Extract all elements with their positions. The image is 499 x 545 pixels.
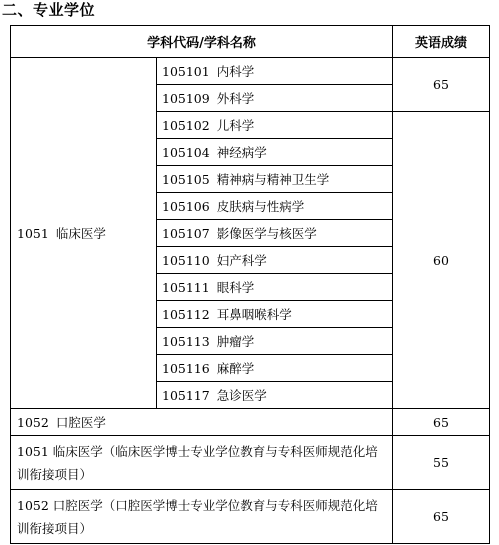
subject-cell (157, 382, 393, 409)
subject-cell (157, 355, 393, 382)
discipline-cell-stomatology (11, 409, 393, 436)
subject-code: 105116 (162, 361, 210, 376)
subject-cell (157, 85, 393, 112)
subject-cell (157, 166, 393, 193)
section-title: 二、专业学位 (2, 1, 96, 19)
subject-name: 神经病学 (216, 145, 267, 160)
subject-cell (157, 247, 393, 274)
score-cell: 65 (393, 58, 490, 112)
special-program-cell: 1051 临床医学（临床医学博士专业学位教育与专科医师规范化培训衔接项目） (11, 436, 393, 490)
subject-name: 肿瘤学 (216, 334, 255, 349)
subject-code: 105113 (162, 334, 210, 349)
discipline-code: 1051 (17, 226, 49, 241)
subject-name: 内科学 (216, 64, 255, 79)
subject-code: 105109 (162, 91, 210, 106)
header-subject: 学科代码/学科名称 (11, 26, 393, 58)
subject-name: 耳鼻咽喉科学 (216, 307, 292, 322)
discipline-name: 临床医学 (55, 226, 106, 241)
subject-cell (157, 220, 393, 247)
table-row (11, 490, 490, 544)
subject-cell (157, 274, 393, 301)
header-score: 英语成绩 (393, 26, 490, 58)
subject-code: 105110 (162, 253, 210, 268)
subject-code: 105101 (162, 64, 210, 79)
subject-name: 外科学 (216, 91, 255, 106)
score-cell: 55 (393, 436, 490, 490)
subject-name: 精神病与精神卫生学 (216, 172, 330, 187)
subject-cell (157, 301, 393, 328)
subject-code: 105104 (162, 145, 210, 160)
subject-name: 影像医学与核医学 (216, 226, 317, 241)
special-program-cell: 1052 口腔医学（口腔医学博士专业学位教育与专科医师规范化培训衔接项目） (11, 490, 393, 544)
subject-code: 105112 (162, 307, 210, 322)
subject-cell (157, 328, 393, 355)
subject-code: 105107 (162, 226, 210, 241)
subject-name: 麻醉学 (216, 361, 255, 376)
subject-code: 105105 (162, 172, 210, 187)
subject-name: 妇产科学 (216, 253, 267, 268)
discipline-cell-clinical (11, 58, 157, 409)
subject-name: 急诊医学 (216, 388, 267, 403)
subject-cell (157, 58, 393, 85)
subject-code: 105117 (162, 388, 210, 403)
subject-name: 皮肤病与性病学 (216, 199, 305, 214)
subject-name: 眼科学 (216, 280, 255, 295)
subject-code: 105106 (162, 199, 210, 214)
table-row (11, 436, 490, 490)
discipline-name: 口腔医学 (55, 415, 106, 430)
table-row (11, 409, 490, 436)
discipline-code: 1052 (17, 415, 49, 430)
score-table (10, 25, 490, 544)
subject-name: 儿科学 (216, 118, 255, 133)
header-row (11, 26, 490, 58)
subject-code: 105111 (162, 280, 210, 295)
subject-cell (157, 112, 393, 139)
subject-cell (157, 193, 393, 220)
table-row (11, 58, 490, 85)
subject-cell (157, 139, 393, 166)
score-cell: 65 (393, 409, 490, 436)
subject-code: 105102 (162, 118, 210, 133)
score-cell: 65 (393, 490, 490, 544)
score-cell: 60 (393, 112, 490, 409)
